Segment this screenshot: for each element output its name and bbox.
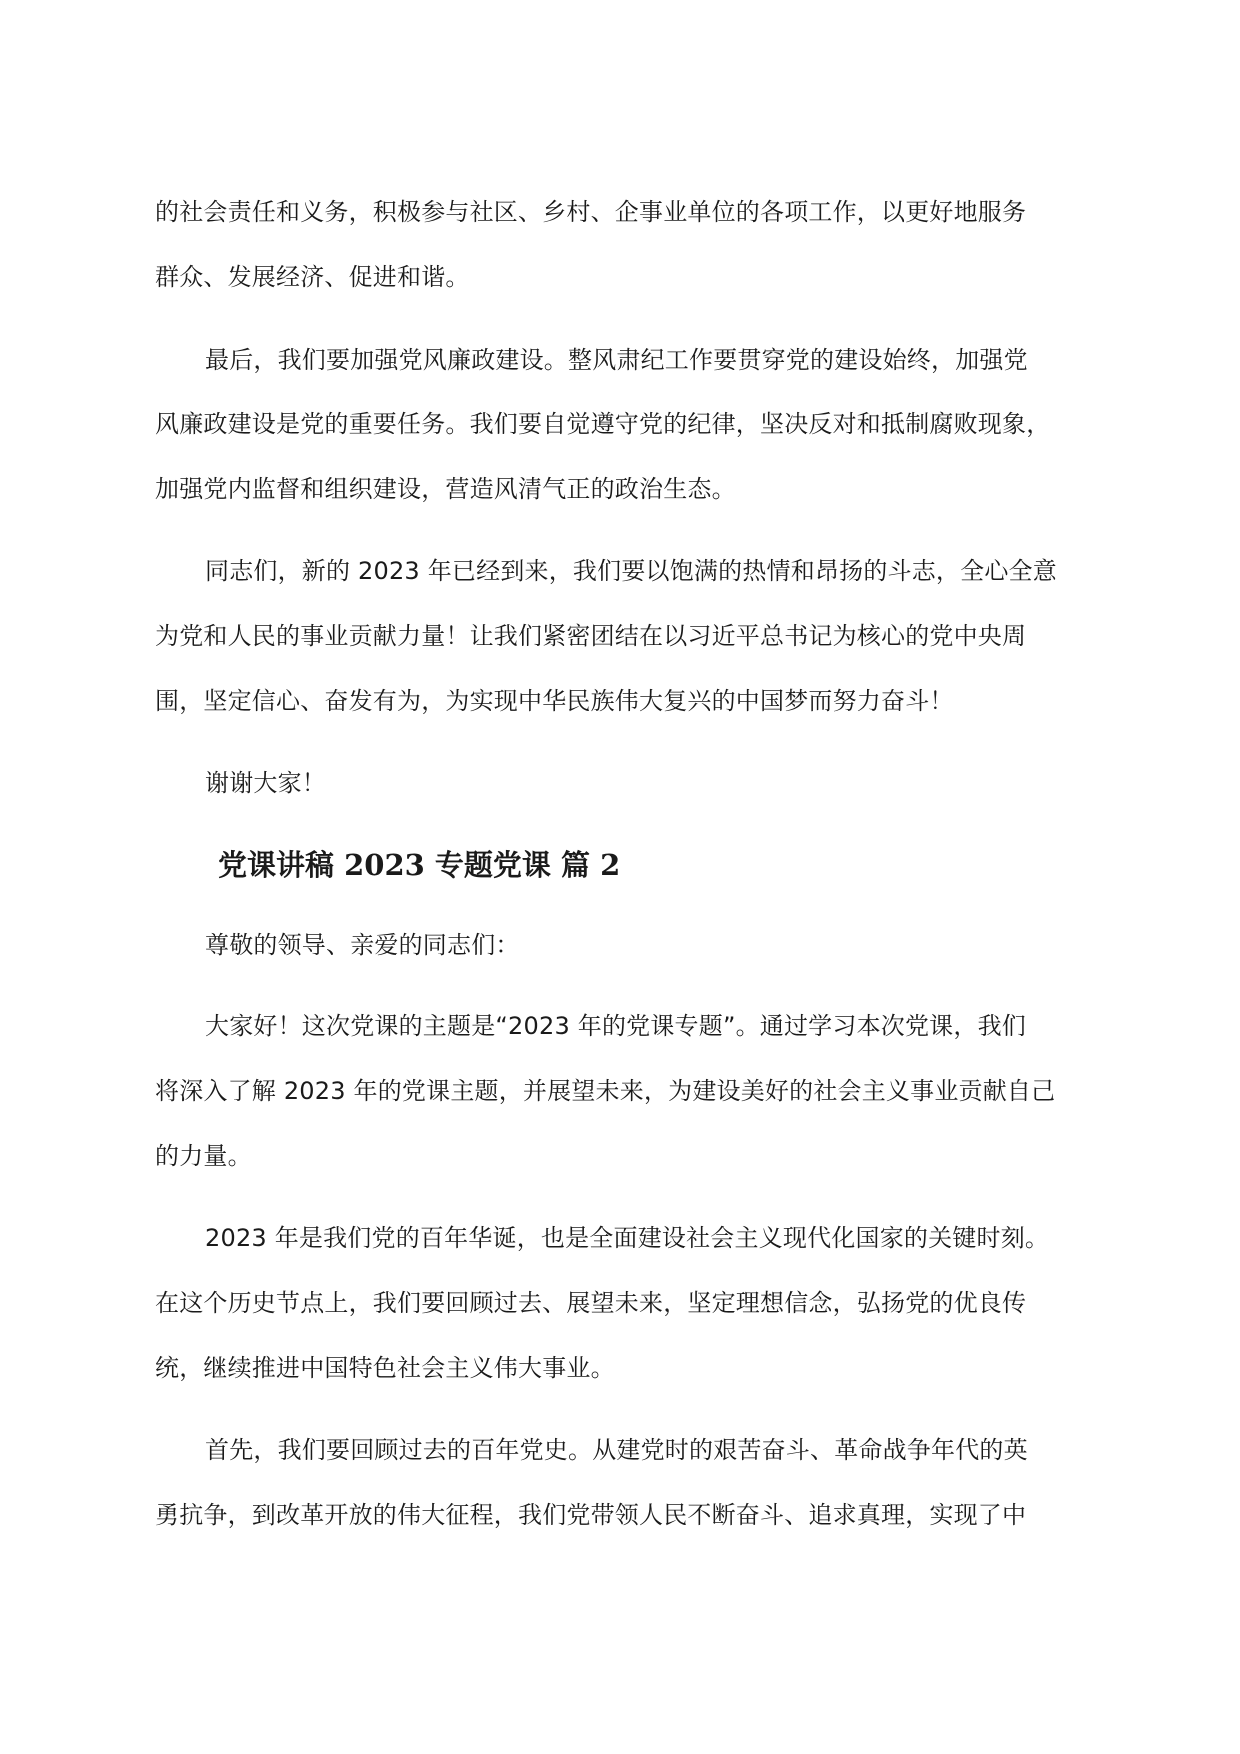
paragraph-2-line-2: 风廉政建设是党的重要任务。我们要自觉遵守党的纪律，坚决反对和抵制腐败现象，	[155, 410, 1051, 438]
paragraph-4-line-1: 谢谢大家！	[205, 769, 326, 797]
paragraph-2-line-3: 加强党内监督和组织建设，营造风清气正的政治生态。	[155, 475, 736, 503]
paragraph-8-line-2: 勇抗争，到改革开放的伟大征程，我们党带领人民不断奋斗、追求真理，实现了中	[155, 1501, 1027, 1529]
paragraph-3-line-2: 为党和人民的事业贡献力量！让我们紧密团结在以习近平总书记为核心的党中央周	[155, 622, 1027, 650]
paragraph-2-line-1: 最后，我们要加强党风廉政建设。整风肃纪工作要贯穿党的建设始终，加强党	[205, 346, 1028, 374]
paragraph-3-line-1: 同志们，新的 2023 年已经到来，我们要以饱满的热情和昂扬的斗志，全心全意	[205, 557, 1057, 585]
paragraph-7-line-2: 在这个历史节点上，我们要回顾过去、展望未来，坚定理想信念，弘扬党的优良传	[155, 1289, 1027, 1317]
paragraph-6-line-1: 大家好！这次党课的主题是“2023 年的党课专题”。通过学习本次党课，我们	[205, 1012, 1026, 1040]
paragraph-1-line-1: 的社会责任和义务，积极参与社区、乡村、企事业单位的各项工作，以更好地服务	[155, 198, 1027, 226]
paragraph-7-line-3: 统，继续推进中国特色社会主义伟大事业。	[155, 1354, 615, 1382]
paragraph-6-line-2: 将深入了解 2023 年的党课主题，并展望未来，为建设美好的社会主义事业贡献自己	[155, 1077, 1056, 1105]
paragraph-1-line-2: 群众、发展经济、促进和谐。	[155, 263, 470, 291]
paragraph-8-line-1: 首先，我们要回顾过去的百年党史。从建党时的艰苦奋斗、革命战争年代的英	[205, 1436, 1028, 1464]
paragraph-3-line-3: 围，坚定信心、奋发有为，为实现中华民族伟大复兴的中国梦而努力奋斗！	[155, 687, 954, 715]
paragraph-6-line-3: 的力量。	[155, 1142, 252, 1170]
greeting-line: 尊敬的领导、亲爱的同志们：	[205, 931, 520, 959]
section-heading: 党课讲稿 2023 专题党课 篇 2	[218, 848, 621, 882]
paragraph-7-line-1: 2023 年是我们党的百年华诞，也是全面建设社会主义现代化国家的关键时刻。	[205, 1224, 1050, 1252]
